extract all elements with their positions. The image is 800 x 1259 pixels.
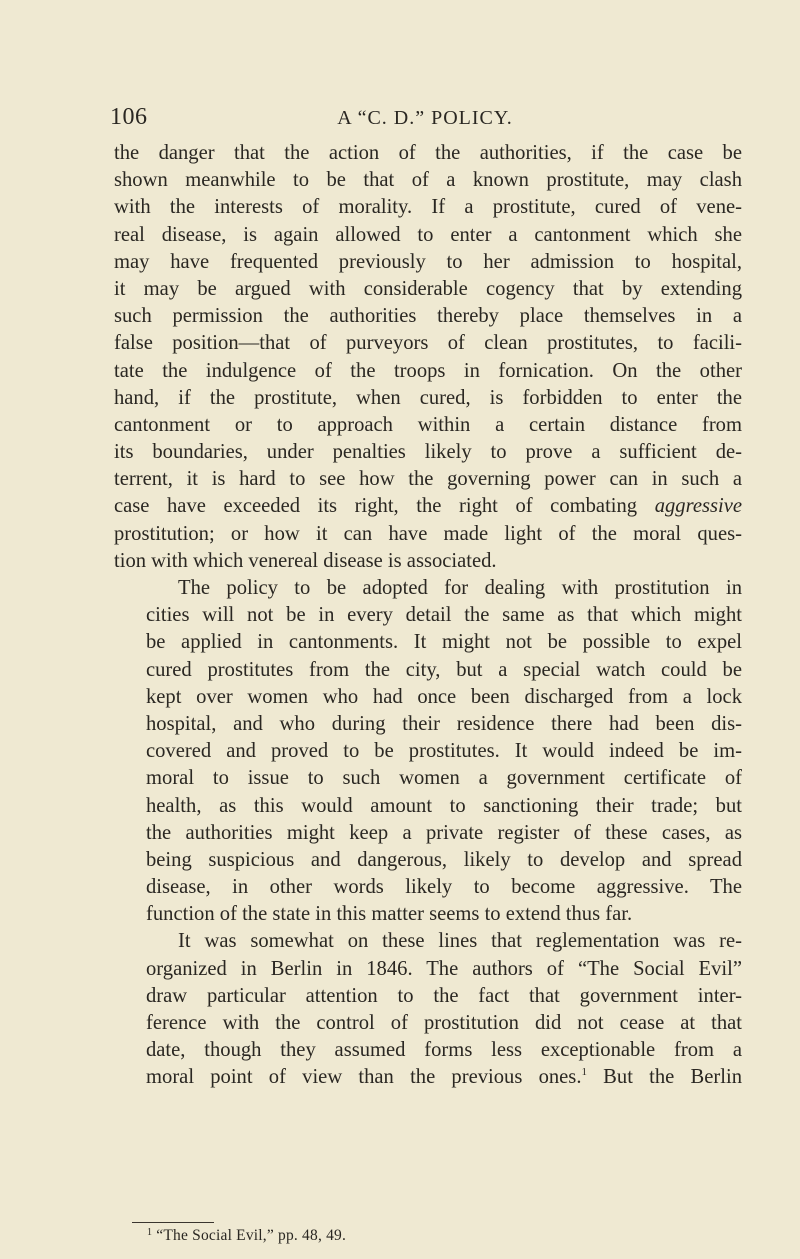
text-line: with the interests of morality. If a prostitute, cured of vene- (114, 196, 742, 219)
text-line: cities will not be in every detail the same as that which might (146, 604, 742, 627)
paragraph-2 (114, 575, 742, 928)
page-number: 106 (110, 104, 148, 130)
footnote (147, 1227, 346, 1245)
text-line: tate the indulgence of the troops in fornication. On the other (114, 359, 742, 382)
text-line: The policy to be adopted for dealing with prostitution in (178, 577, 742, 599)
text-line: organized in Berlin in 1846. The authors of “The Social Evil” (146, 957, 742, 980)
text-line: kept over women who had once been discharged from a lock (146, 685, 742, 708)
text-segment: But the Berlin (586, 1066, 742, 1089)
text-line: hospital, and who during their residence there had been dis- (146, 712, 742, 735)
text-line: ference with the control of prostitution did not cease at that (146, 1012, 742, 1034)
text-line: cured prostitutes from the city, but a special watch could be (146, 658, 742, 681)
text-line: covered and proved to be prostitutes. It would indeed be im- (146, 740, 742, 763)
footnote-mark: 1 (147, 1227, 153, 1238)
text-line (114, 1064, 742, 1091)
text-segment: moral point of view than the previous ones. (146, 1066, 582, 1089)
text-line: be applied in cantonments. It might not be possible to expel (146, 631, 742, 654)
footnote-text: “The Social Evil,” pp. 48, 49. (156, 1227, 347, 1244)
text-line: terrent, it is hard to see how the governing power can in such a (114, 468, 742, 491)
page-header (110, 104, 740, 134)
text-line: shown meanwhile to be that of a known prostitute, may clash (114, 169, 742, 192)
text-line: date, though they assumed forms less exceptionable from a (146, 1039, 742, 1062)
paragraph-1 (114, 140, 742, 575)
text-line: moral to issue to such women a government certificate of (146, 767, 742, 790)
text-segment: case have exceeded its right, the right of combating (114, 495, 655, 518)
text-line: function of the state in this matter seems to extend thus far. (146, 903, 633, 926)
text-line: false position—that of purveyors of clean prostitutes, to facili- (114, 332, 742, 355)
footnote-reference: 1 (581, 1066, 587, 1079)
text-line: being suspicious and dangerous, likely to develop and spread (146, 848, 742, 871)
text-line: It was somewhat on these lines that reglementation was re- (178, 930, 742, 953)
text-line: such permission the authorities thereby place themselves in a (114, 305, 742, 328)
text-line: cantonment or to approach within a certain distance from (114, 413, 742, 436)
text-line: disease, in other words likely to become aggressive. The (146, 876, 742, 899)
running-title: A “C. D.” POLICY. (337, 107, 513, 129)
text-line: tion with which venereal disease is associated. (114, 549, 497, 572)
text-line: real disease, is again allowed to enter a cantonment which she (114, 223, 742, 246)
text-line (114, 493, 742, 520)
text-line: hand, if the prostitute, when cured, is forbidden to enter the (114, 386, 742, 409)
body-text (114, 140, 742, 1092)
text-line: the danger that the action of the authorities, if the case be (114, 142, 742, 164)
italic-word: aggressive (654, 495, 742, 518)
text-line: its boundaries, under penalties likely to prove a sufficient de- (114, 441, 742, 464)
text-line: prostitution; or how it can have made light of the moral ques- (114, 522, 742, 545)
footnote-rule (132, 1222, 214, 1223)
text-line: it may be argued with considerable cogency that by extending (114, 277, 742, 300)
text-line: the authorities might keep a private register of these cases, as (146, 821, 742, 844)
text-line: may have frequented previously to her admission to hospital, (114, 250, 742, 273)
paragraph-3 (114, 928, 742, 1091)
text-line: draw particular attention to the fact that government inter- (146, 984, 742, 1007)
text-line: health, as this would amount to sanctioning their trade; but (146, 794, 742, 817)
